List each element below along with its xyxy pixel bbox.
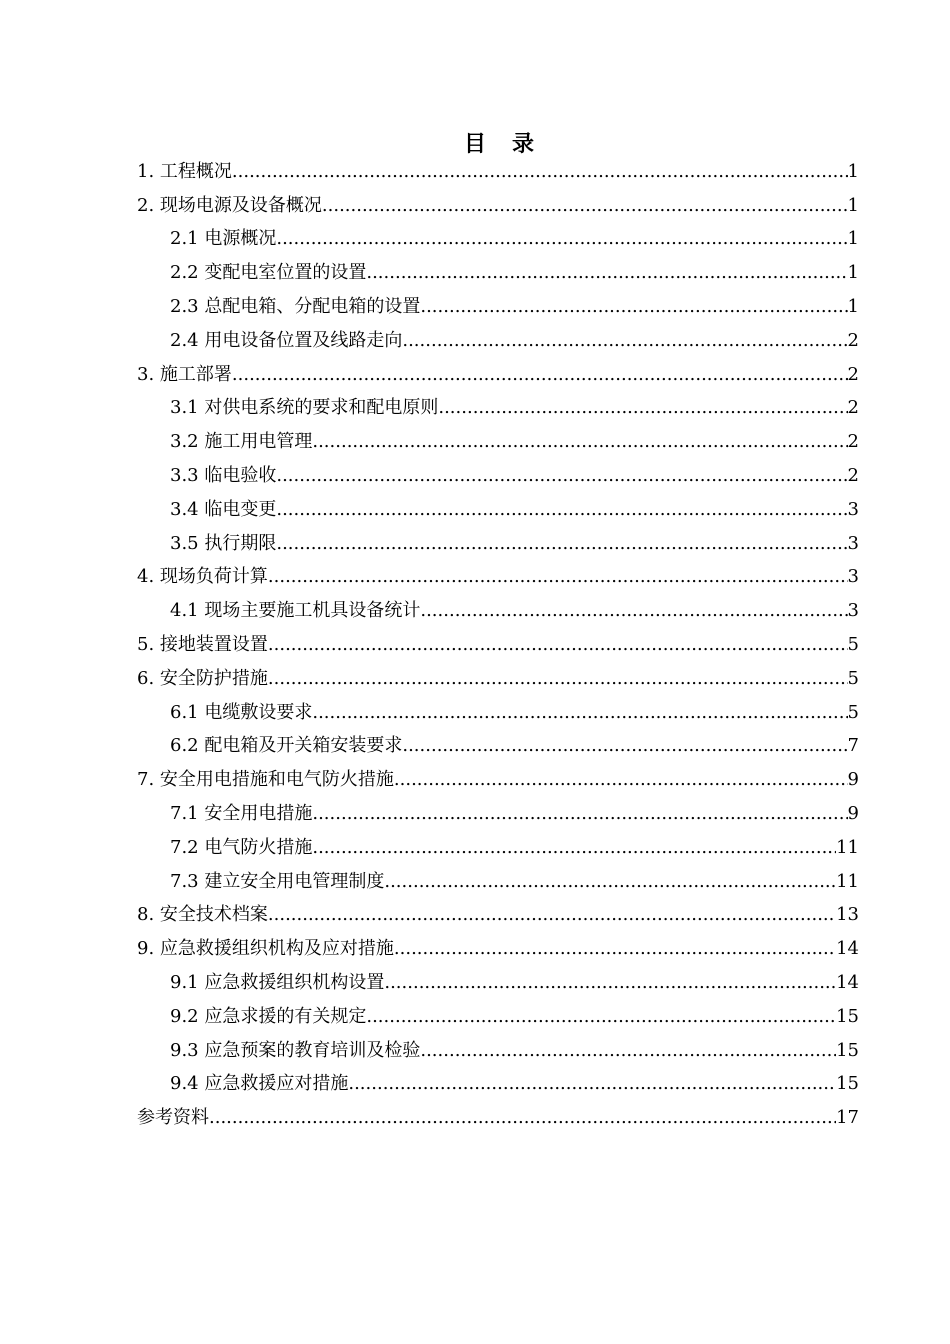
toc-entry-page-number: 15 — [836, 1073, 859, 1095]
toc-entry-page-number: 2 — [847, 363, 859, 385]
toc-entry-label: 9.4 应急救援应对措施 — [170, 1073, 349, 1095]
toc-dot-leader — [394, 769, 848, 791]
toc-entry-page-number: 1 — [847, 296, 859, 318]
toc-dot-leader — [276, 499, 847, 521]
toc-entry-page-number: 15 — [836, 1005, 859, 1027]
toc-entry-label: 2.3 总配电箱、分配电箱的设置 — [170, 296, 421, 318]
toc-dot-leader — [276, 228, 847, 250]
toc-dot-leader — [268, 904, 836, 926]
toc-entry[interactable] — [137, 662, 859, 696]
toc-dot-leader — [322, 195, 848, 217]
toc-entry-label: 7. 安全用电措施和电气防火措施 — [137, 769, 394, 791]
toc-entry-page-number: 1 — [847, 160, 859, 182]
toc-dot-leader — [312, 431, 847, 453]
toc-dot-leader — [366, 1006, 836, 1028]
toc-entry[interactable] — [137, 594, 859, 628]
toc-entry-label: 6.1 电缆敷设要求 — [170, 701, 313, 723]
toc-entry-page-number: 3 — [847, 532, 859, 554]
toc-entry[interactable] — [137, 1101, 859, 1135]
toc-dot-leader — [402, 330, 847, 352]
toc-entry-page-number: 7 — [847, 735, 859, 757]
toc-entry[interactable] — [137, 899, 859, 933]
toc-dot-leader — [438, 397, 847, 419]
toc-entry-page-number: 14 — [836, 938, 859, 960]
toc-entry-label: 参考资料 — [137, 1107, 209, 1129]
toc-dot-leader — [276, 533, 847, 555]
toc-entry-page-number: 2 — [847, 465, 859, 487]
toc-entry-page-number: 2 — [847, 431, 859, 453]
toc-entry[interactable] — [137, 831, 859, 865]
toc-entry[interactable] — [137, 797, 859, 831]
toc-entry[interactable] — [137, 561, 859, 595]
toc-dot-leader — [209, 1107, 836, 1129]
toc-entry-label: 9.1 应急救援组织机构设置 — [170, 972, 385, 994]
toc-entry[interactable] — [137, 763, 859, 797]
toc-entry[interactable] — [137, 628, 859, 662]
toc-dot-leader — [420, 1040, 836, 1062]
toc-dot-leader — [348, 1073, 836, 1095]
toc-entry[interactable] — [137, 527, 859, 561]
toc-dot-leader — [232, 364, 848, 386]
toc-dot-leader — [312, 837, 836, 859]
toc-entry-label: 2.2 变配电室位置的设置 — [170, 262, 367, 284]
toc-dot-leader — [384, 972, 836, 994]
toc-entry-page-number: 3 — [847, 600, 859, 622]
toc-entry[interactable] — [137, 425, 859, 459]
toc-dot-leader — [312, 702, 847, 724]
toc-entry-label: 9.2 应急求援的有关规定 — [170, 1005, 367, 1027]
toc-entry-page-number: 3 — [847, 498, 859, 520]
toc-entry-label: 8. 安全技术档案 — [137, 904, 268, 926]
toc-entry-page-number: 9 — [847, 803, 859, 825]
toc-entry[interactable] — [137, 966, 859, 1000]
toc-entry[interactable] — [137, 1068, 859, 1102]
toc-entry[interactable] — [137, 324, 859, 358]
toc-title-part1: 目 — [463, 131, 486, 157]
toc-entry[interactable] — [137, 696, 859, 730]
toc-entry[interactable] — [137, 932, 859, 966]
toc-entry-label: 3.4 临电变更 — [170, 498, 277, 520]
toc-dot-leader — [276, 465, 847, 487]
toc-entry[interactable] — [137, 189, 859, 223]
toc-dot-leader — [420, 296, 847, 318]
toc-dot-leader — [420, 600, 847, 622]
toc-entry-page-number: 5 — [847, 634, 859, 656]
toc-entry-label: 4. 现场负荷计算 — [137, 566, 268, 588]
toc-entry-page-number: 14 — [836, 972, 859, 994]
toc-entry-page-number: 5 — [847, 667, 859, 689]
toc-entry-page-number: 3 — [847, 566, 859, 588]
toc-entry-label: 3.5 执行期限 — [170, 532, 277, 554]
toc-entry-label: 7.2 电气防火措施 — [170, 836, 313, 858]
toc-entry[interactable] — [137, 865, 859, 899]
toc-entry-label: 2. 现场电源及设备概况 — [137, 194, 322, 216]
toc-entry-label: 3.3 临电验收 — [170, 465, 277, 487]
toc-entry[interactable] — [137, 358, 859, 392]
toc-entry-page-number: 13 — [836, 904, 859, 926]
toc-entry-page-number: 9 — [847, 769, 859, 791]
toc-dot-leader — [268, 566, 848, 588]
toc-entry-page-number: 1 — [847, 228, 859, 250]
toc-entry[interactable] — [137, 155, 859, 189]
toc-entry[interactable] — [137, 256, 859, 290]
toc-entry-label: 2.4 用电设备位置及线路走向 — [170, 329, 403, 351]
toc-dot-leader — [268, 668, 848, 690]
toc-dot-leader — [232, 161, 848, 183]
toc-entry-page-number: 1 — [847, 262, 859, 284]
toc-entry-label: 1. 工程概况 — [137, 160, 232, 182]
toc-dot-leader — [384, 871, 836, 893]
toc-dot-leader — [366, 262, 847, 284]
toc-entry-label: 7.3 建立安全用电管理制度 — [170, 870, 385, 892]
toc-entry-label: 6.2 配电箱及开关箱安装要求 — [170, 735, 403, 757]
toc-entry-label: 2.1 电源概况 — [170, 228, 277, 250]
toc-entry[interactable] — [137, 459, 859, 493]
toc-entry[interactable] — [137, 223, 859, 257]
toc-entry-label: 4.1 现场主要施工机具设备统计 — [170, 600, 421, 622]
toc-entry-page-number: 2 — [847, 397, 859, 419]
toc-entry[interactable] — [137, 493, 859, 527]
toc-entry[interactable] — [137, 392, 859, 426]
toc-entry[interactable] — [137, 1000, 859, 1034]
toc-entry-label: 6. 安全防护措施 — [137, 667, 268, 689]
toc-entry[interactable] — [137, 1034, 859, 1068]
toc-entry-page-number: 1 — [847, 194, 859, 216]
toc-entry-label: 9.3 应急预案的教育培训及检验 — [170, 1039, 421, 1061]
toc-entry-page-number: 11 — [836, 836, 859, 858]
toc-entry[interactable] — [137, 730, 859, 764]
toc-entry-page-number: 5 — [847, 701, 859, 723]
toc-entry-page-number: 2 — [847, 329, 859, 351]
toc-entry-page-number: 15 — [836, 1039, 859, 1061]
toc-entry-label: 3.1 对供电系统的要求和配电原则 — [170, 397, 439, 419]
toc-entry-label: 7.1 安全用电措施 — [170, 803, 313, 825]
toc-dot-leader — [394, 938, 836, 960]
toc-entry-page-number: 11 — [836, 870, 859, 892]
toc-dot-leader — [312, 803, 847, 825]
toc-entry-label: 3.2 施工用电管理 — [170, 431, 313, 453]
toc-dot-leader — [402, 735, 847, 757]
toc-dot-leader — [268, 634, 848, 656]
toc-entry-label: 3. 施工部署 — [137, 363, 232, 385]
toc-entry-page-number: 17 — [836, 1107, 859, 1129]
toc-list — [137, 155, 859, 1135]
toc-entry[interactable] — [137, 290, 859, 324]
toc-title-part2: 录 — [512, 131, 535, 157]
toc-entry-label: 5. 接地装置设置 — [137, 634, 268, 656]
toc-entry-label: 9. 应急救援组织机构及应对措施 — [137, 938, 394, 960]
